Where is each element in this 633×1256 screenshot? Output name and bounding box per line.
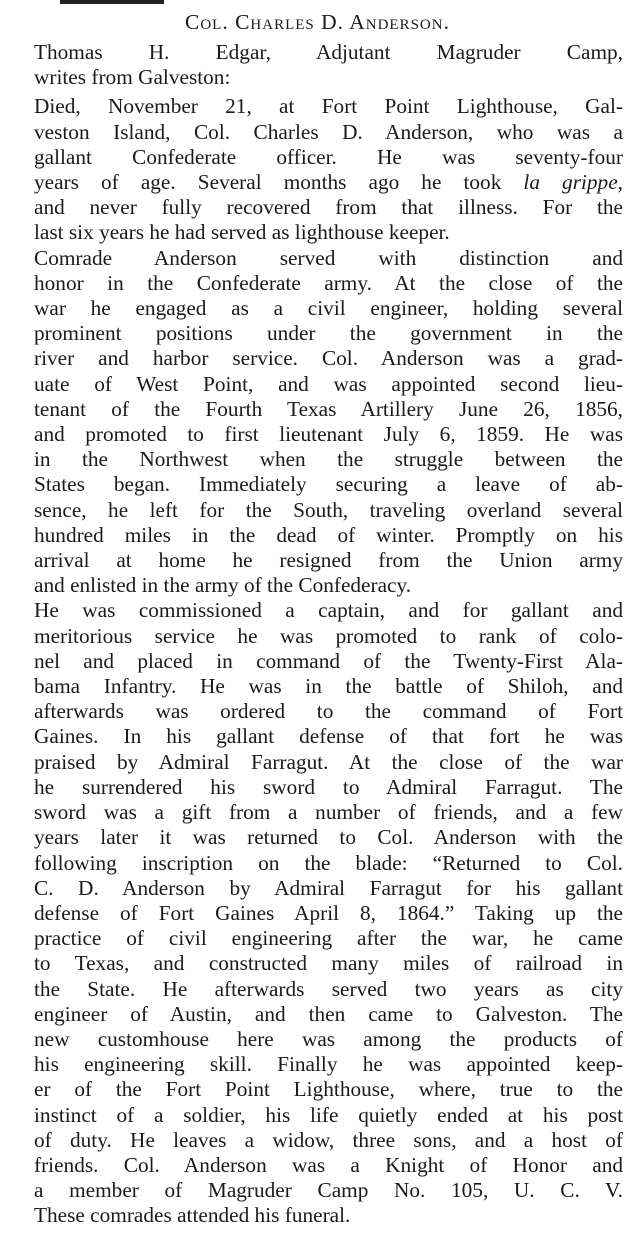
text-line: and never fully recovered from that illness. For the <box>34 195 623 220</box>
text-line: following inscription on the blade: “Returned to Col. <box>34 850 623 875</box>
text-line: He was commissioned a captain, and for gallant and <box>34 598 623 623</box>
text-line: defense of Fort Gaines April 8, 1864.” Taking up the <box>34 900 623 925</box>
text-line: the State. He afterwards served two years as city <box>34 976 623 1001</box>
paragraph-death-notice <box>12 94 623 245</box>
text-line: afterwards was ordered to the command of Fort <box>34 699 623 724</box>
text-line: tenant of the Fourth Texas Artillery June 26, 1856, <box>34 396 623 421</box>
text-line: he surrendered his sword to Admiral Farragut. The <box>34 774 623 799</box>
text-line: er of the Fort Point Lighthouse, where, true to the <box>34 1077 623 1102</box>
text-line: Died, November 21, at Fort Point Lighthouse, Gal- <box>34 94 623 119</box>
text-line: years later it was returned to Col. Anderson with the <box>34 825 623 850</box>
text-line: in the Northwest when the struggle between the <box>34 447 623 472</box>
text-line: new customhouse here was among the products of <box>34 1026 623 1051</box>
text-line: years of age. Several months ago he took la grippe, <box>34 170 623 195</box>
text-line: writes from Galveston: <box>34 65 231 90</box>
text-line: and enlisted in the army of the Confederacy. <box>34 573 412 598</box>
text-line: C. D. Anderson by Admiral Farragut for his gallant <box>34 875 623 900</box>
text-line: practice of civil engineering after the war, he came <box>34 926 623 951</box>
article-title: Col. Charles D. Anderson. <box>185 10 450 34</box>
text-line: sence, he left for the South, traveling overland several <box>34 497 623 522</box>
text-line: Comrade Anderson served with distinction and <box>34 245 623 270</box>
text-line: to Texas, and constructed many miles of railroad in <box>34 951 623 976</box>
text-line: war he engaged as a civil engineer, holding several <box>34 296 623 321</box>
text-line: States began. Immediately securing a leave of ab- <box>34 472 623 497</box>
text-line: honor in the Confederate army. At the close of the <box>34 270 623 295</box>
text-line: friends. Col. Anderson was a Knight of Honor and <box>34 1152 623 1177</box>
text-line: Thomas H. Edgar, Adjutant Magruder Camp, <box>34 40 623 64</box>
text-line: nel and placed in command of the Twenty-First Ala- <box>34 648 623 673</box>
text-line: These comrades attended his funeral. <box>34 1203 351 1228</box>
article <box>12 0 623 1229</box>
intro-paragraph <box>12 40 623 90</box>
text-line: Gaines. In his gallant defense of that fort he was <box>34 724 623 749</box>
text-line: and promoted to first lieutenant July 6, 1859. He was <box>34 422 623 447</box>
text-line: gallant Confederate officer. He was seventy-four <box>34 144 623 169</box>
text-line: sword was a gift from a number of friends, and a few <box>34 800 623 825</box>
text-line: veston Island, Col. Charles D. Anderson, who was a <box>34 119 623 144</box>
italic-phrase: la grippe <box>523 170 618 195</box>
text-line: bama Infantry. He was in the battle of Shiloh, and <box>34 674 623 699</box>
text-line: arrival at home he resigned from the Union army <box>34 548 623 573</box>
text-line: hundred miles in the dead of winter. Promptly on his <box>34 522 623 547</box>
text-line: meritorious service he was promoted to rank of colo- <box>34 623 623 648</box>
text-line: uate of West Point, and was appointed second lieu- <box>34 371 623 396</box>
text-line: engineer of Austin, and then came to Galveston. The <box>34 1001 623 1026</box>
text-line: instinct of a soldier, his life quietly ended at his post <box>34 1102 623 1127</box>
paragraph-service <box>12 598 623 1228</box>
text-line: river and harbor service. Col. Anderson was a grad- <box>34 346 623 371</box>
paragraph-career <box>12 246 623 599</box>
text-line: his engineering skill. Finally he was appointed keep- <box>34 1052 623 1077</box>
text-line: of duty. He leaves a widow, three sons, and a host of <box>34 1127 623 1152</box>
text-line: last six years he had served as lighthouse keeper. <box>34 220 450 245</box>
text-line: a member of Magruder Camp No. 105, U. C. V. <box>34 1178 623 1203</box>
text-line: praised by Admiral Farragut. At the close of the war <box>34 749 623 774</box>
text-line: prominent positions under the government in the <box>34 321 623 346</box>
